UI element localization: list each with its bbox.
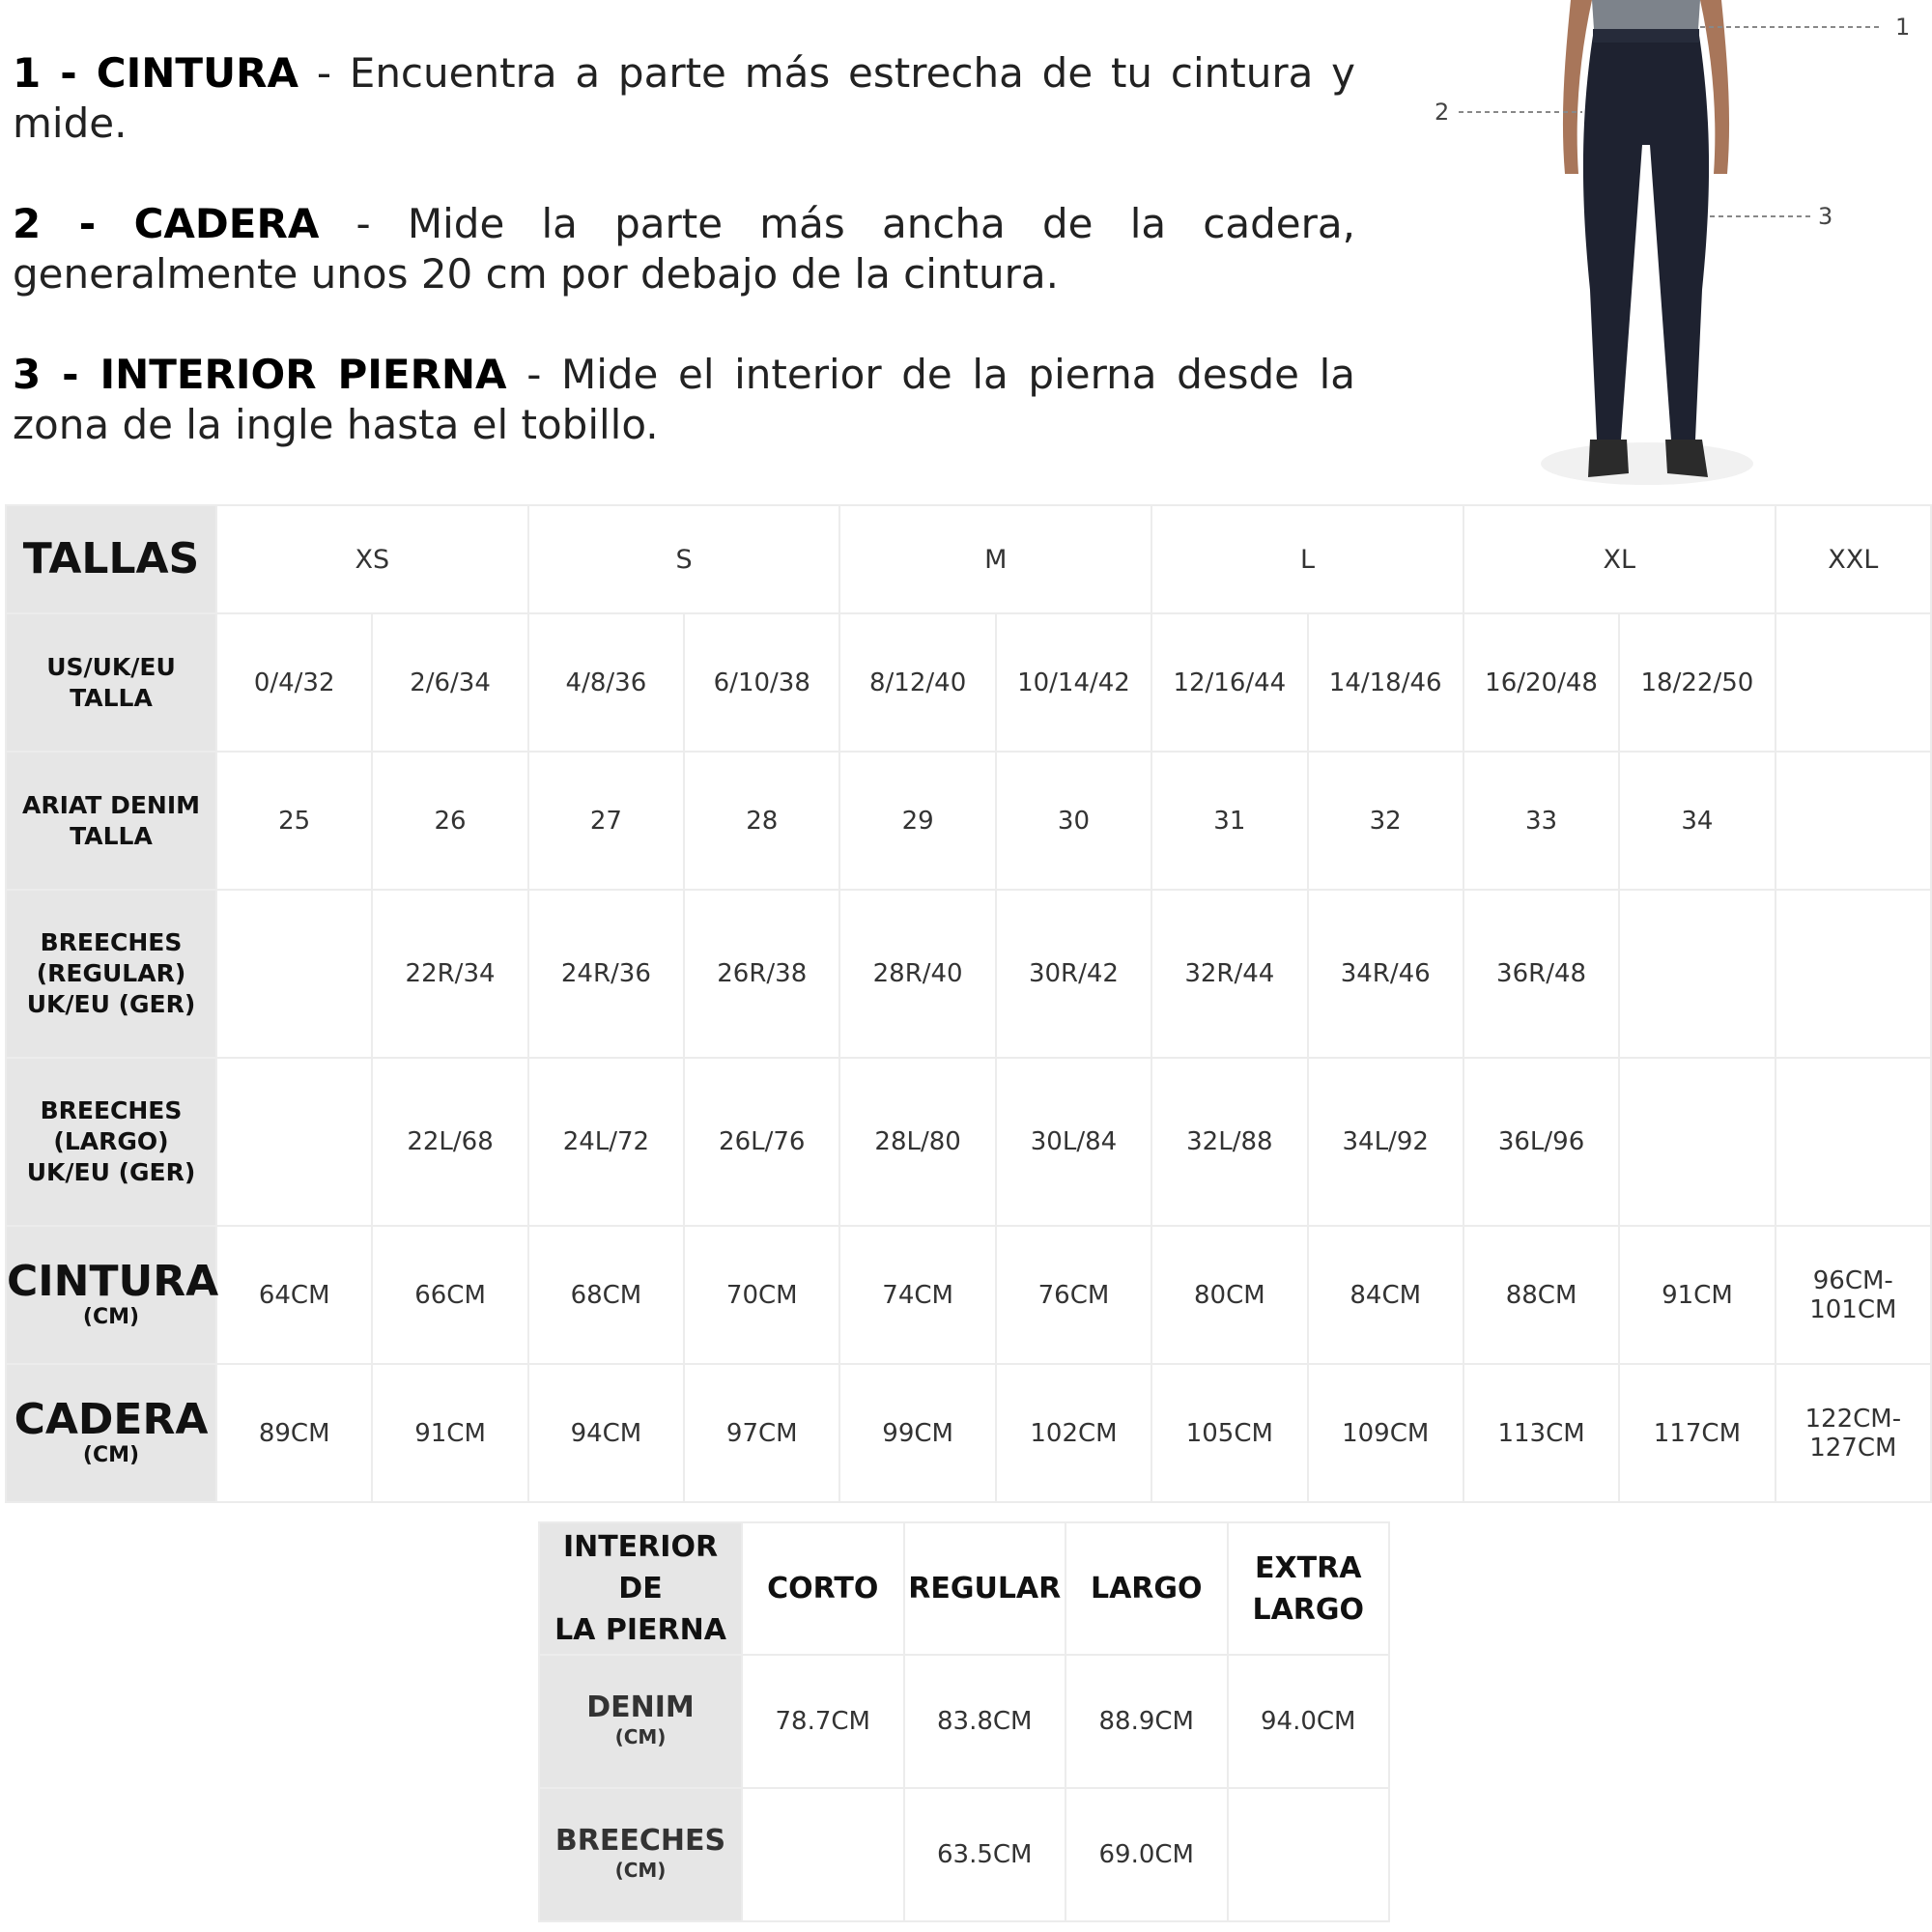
- table-cell: 24R/36: [528, 890, 684, 1058]
- instruction-hip: 2 - CADERA - Mide la parte más ancha de la cadera, generalmente unos 20 cm por debajo de la cintura.: [13, 200, 1355, 298]
- row-label-breeches-regular: BREECHES (REGULAR) UK/EU (GER): [6, 890, 216, 1058]
- measurement-instructions: [13, 48, 1355, 500]
- table-row: [6, 1058, 1931, 1226]
- table-cell: 32R/44: [1151, 890, 1307, 1058]
- table-cell: 84CM: [1308, 1226, 1463, 1364]
- row-label-breeches: BREECHES (CM): [539, 1788, 742, 1921]
- table-cell: [1776, 1058, 1931, 1226]
- table-cell: 76CM: [996, 1226, 1151, 1364]
- table-cell: 28R/40: [839, 890, 995, 1058]
- table-cell: 28: [684, 752, 839, 890]
- table-cell: 10/14/42: [996, 613, 1151, 752]
- instruction-inseam: 3 - INTERIOR PIERNA - Mide el interior de la pierna desde la zona de la ingle hasta el tobillo.: [13, 351, 1355, 448]
- table-cell: [742, 1788, 904, 1921]
- table-cell: 63.5CM: [904, 1788, 1066, 1921]
- table-cell: 68CM: [528, 1226, 684, 1364]
- table-cell: 34: [1619, 752, 1775, 890]
- row-label-us-uk-eu: US/UK/EU TALLA: [6, 613, 216, 752]
- table-cell: 105CM: [1151, 1364, 1307, 1502]
- table-cell: 18/22/50: [1619, 613, 1775, 752]
- table-cell: 28L/80: [839, 1058, 995, 1226]
- table-cell: 70CM: [684, 1226, 839, 1364]
- table-cell: 16/20/48: [1463, 613, 1619, 752]
- table-cell: 34L/92: [1308, 1058, 1463, 1226]
- table-cell: 12/16/44: [1151, 613, 1307, 752]
- row-label-ariat-denim: ARIAT DENIM TALLA: [6, 752, 216, 890]
- row-label-denim: DENIM (CM): [539, 1655, 742, 1788]
- table-cell: 0/4/32: [216, 613, 372, 752]
- table-cell: 36L/96: [1463, 1058, 1619, 1226]
- table-row: [6, 890, 1931, 1058]
- table-cell: 34R/46: [1308, 890, 1463, 1058]
- table-cell: 26L/76: [684, 1058, 839, 1226]
- table-cell: 27: [528, 752, 684, 890]
- instruction-waist: 1 - CINTURA - Encuentra a parte más estrecha de tu cintura y mide.: [13, 49, 1355, 147]
- table-cell: 94CM: [528, 1364, 684, 1502]
- table-cell: 26R/38: [684, 890, 839, 1058]
- table-row: [539, 1788, 1389, 1921]
- marker-1: 1: [1895, 14, 1911, 41]
- table-row: [539, 1655, 1389, 1788]
- inseam-header: INTERIOR DE LA PIERNA: [539, 1522, 742, 1655]
- table-cell: 33: [1463, 752, 1619, 890]
- table-cell: 88.9CM: [1065, 1655, 1228, 1788]
- table-cell: 32: [1308, 752, 1463, 890]
- table-cell: 122CM- 127CM: [1776, 1364, 1931, 1502]
- table-cell: 25: [216, 752, 372, 890]
- table-cell: [1776, 752, 1931, 890]
- table-cell: 109CM: [1308, 1364, 1463, 1502]
- column-largo: LARGO: [1065, 1522, 1228, 1655]
- inseam-header-row: [539, 1522, 1389, 1655]
- table-cell: [1619, 890, 1775, 1058]
- table-cell: [1228, 1788, 1390, 1921]
- column-regular: REGULAR: [904, 1522, 1066, 1655]
- column-extra-largo: EXTRA LARGO: [1228, 1522, 1390, 1655]
- table-cell: 83.8CM: [904, 1655, 1066, 1788]
- table-cell: [1776, 890, 1931, 1058]
- table-cell: 30R/42: [996, 890, 1151, 1058]
- table-cell: 113CM: [1463, 1364, 1619, 1502]
- table-cell: 6/10/38: [684, 613, 839, 752]
- size-xs: XS: [216, 505, 528, 613]
- size-l: L: [1151, 505, 1463, 613]
- table-cell: 91CM: [372, 1364, 527, 1502]
- table-cell: 24L/72: [528, 1058, 684, 1226]
- size-chart-table: [5, 504, 1932, 1503]
- table-cell: [216, 1058, 372, 1226]
- size-xxl: XXL: [1776, 505, 1931, 613]
- table-cell: 22L/68: [372, 1058, 527, 1226]
- column-corto: CORTO: [742, 1522, 904, 1655]
- table-cell: 94.0CM: [1228, 1655, 1390, 1788]
- row-label-cintura: CINTURA (CM): [6, 1226, 216, 1364]
- size-m: M: [839, 505, 1151, 613]
- table-row: [6, 752, 1931, 890]
- table-cell: 88CM: [1463, 1226, 1619, 1364]
- table-cell: [1776, 613, 1931, 752]
- table-cell: 30: [996, 752, 1151, 890]
- table-cell: 22R/34: [372, 890, 527, 1058]
- table-cell: 97CM: [684, 1364, 839, 1502]
- sizes-header-row: [6, 505, 1931, 613]
- model-figure-illustration: [1401, 0, 1932, 502]
- table-cell: [216, 890, 372, 1058]
- table-cell: 89CM: [216, 1364, 372, 1502]
- row-label-cadera: CADERA (CM): [6, 1364, 216, 1502]
- table-cell: 74CM: [839, 1226, 995, 1364]
- table-row: [6, 613, 1931, 752]
- table-cell: [1619, 1058, 1775, 1226]
- table-cell: 96CM- 101CM: [1776, 1226, 1931, 1364]
- table-cell: 80CM: [1151, 1226, 1307, 1364]
- table-cell: 32L/88: [1151, 1058, 1307, 1226]
- inseam-table: [538, 1521, 1390, 1922]
- size-xl: XL: [1463, 505, 1776, 613]
- table-row: [6, 1364, 1931, 1502]
- table-cell: 8/12/40: [839, 613, 995, 752]
- table-cell: 78.7CM: [742, 1655, 904, 1788]
- table-cell: 30L/84: [996, 1058, 1151, 1226]
- table-cell: 117CM: [1619, 1364, 1775, 1502]
- table-cell: 14/18/46: [1308, 613, 1463, 752]
- table-cell: 2/6/34: [372, 613, 527, 752]
- tallas-header: TALLAS: [6, 505, 216, 613]
- table-cell: 4/8/36: [528, 613, 684, 752]
- table-cell: 64CM: [216, 1226, 372, 1364]
- table-cell: 99CM: [839, 1364, 995, 1502]
- table-cell: 69.0CM: [1065, 1788, 1228, 1921]
- marker-2: 2: [1435, 99, 1450, 126]
- table-cell: 31: [1151, 752, 1307, 890]
- table-row: [6, 1226, 1931, 1364]
- table-cell: 36R/48: [1463, 890, 1619, 1058]
- size-s: S: [528, 505, 840, 613]
- table-cell: 102CM: [996, 1364, 1151, 1502]
- table-cell: 29: [839, 752, 995, 890]
- table-cell: 26: [372, 752, 527, 890]
- table-cell: 91CM: [1619, 1226, 1775, 1364]
- row-label-breeches-largo: BREECHES (LARGO) UK/EU (GER): [6, 1058, 216, 1226]
- table-cell: 66CM: [372, 1226, 527, 1364]
- marker-3: 3: [1818, 203, 1833, 230]
